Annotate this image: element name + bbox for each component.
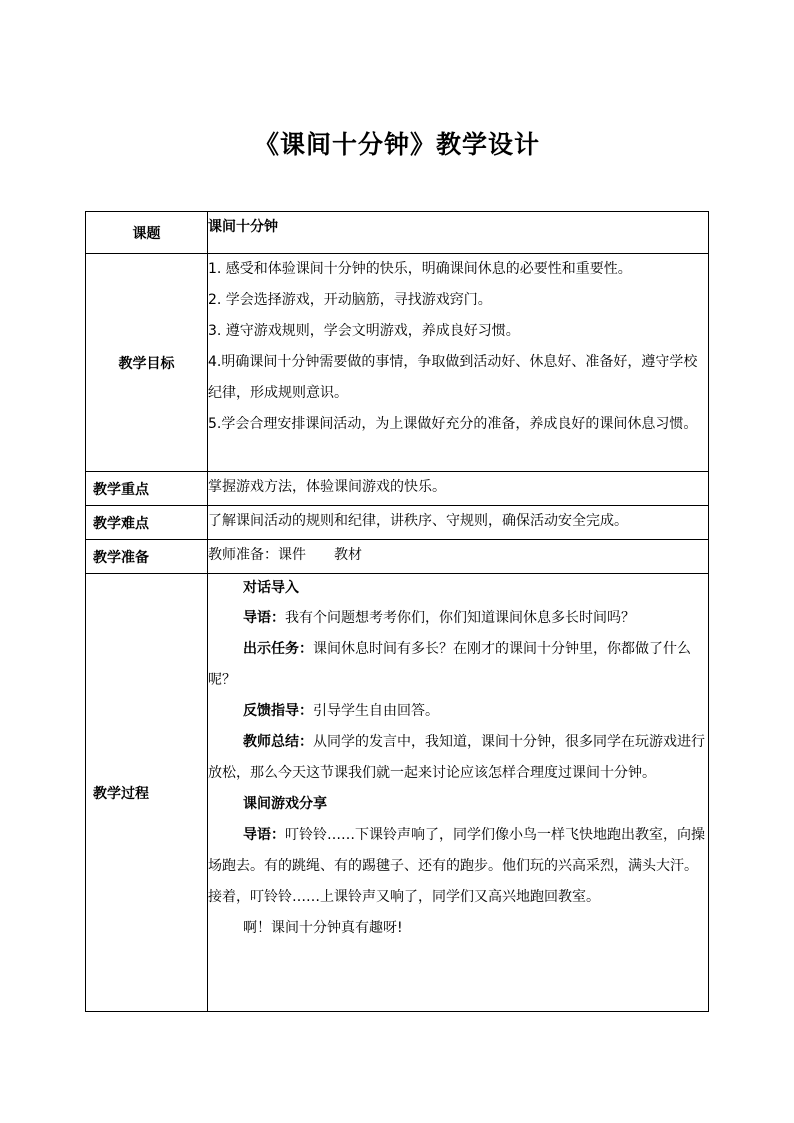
process-paragraph-6: 啊！课间十分钟真有趣呀! [243,920,403,936]
p5-label: 导语： [243,827,285,843]
p2-text: 课间休息时间有多长？在刚才的课间十分钟里，你都做了什么呢？ [208,641,691,688]
p2-label: 出示任务： [243,641,313,657]
objective-item-3: 3. 遵守游戏规则，学会文明游戏，养成良好习惯。 [208,323,520,339]
table-row-preparation [86,540,709,574]
process-paragraph-5 [208,820,708,913]
p3-label: 反馈指导： [243,703,313,719]
p1-text: 我有个问题想考考你们，你们知道课间休息多长时间吗？ [285,610,635,626]
lesson-plan-table [85,211,709,1012]
p1-label: 导语： [243,610,285,626]
p3-text: 引导学生自由回答。 [313,703,439,719]
section-title-dialogue: 对话导入 [243,580,299,596]
process-paragraph-2 [208,634,708,696]
key-points-value: 掌握游戏方法，体验课间游戏的快乐。 [208,479,446,495]
p4-text: 从同学的发言中，我知道，课间十分钟，很多同学在玩游戏进行放松，那么今天这节课我们就一起来讨论应该怎样合理度过课间十分钟。 [208,734,705,781]
objectives-label: 教学目标 [86,254,208,472]
key-points-label: 教学重点 [86,472,208,506]
process-paragraph-4 [208,727,708,789]
preparation-teacher: 教师准备：课件 [208,547,306,563]
objective-item-4: 4.明确课间十分钟需要做的事情，争取做到活动好、休息好、准备好，遵守学校纪律，形成规则意识。 [208,354,698,401]
table-row-objectives [86,254,709,472]
preparation-label: 教学准备 [86,540,208,574]
topic-label: 课题 [86,212,208,254]
objective-item-5: 5.学会合理安排课间活动，为上课做好充分的准备，养成良好的课间休息习惯。 [208,416,698,432]
table-row-difficulties [86,506,709,540]
topic-value: 课间十分钟 [208,219,278,235]
preparation-value [208,540,708,571]
process-label: 教学过程 [86,574,208,1012]
section-title-game-sharing: 课间游戏分享 [243,796,327,812]
p4-label: 教师总结： [243,734,313,750]
table-row-key-points [86,472,709,506]
process-paragraph-1 [208,603,708,634]
table-row-topic [86,212,709,254]
difficulties-value: 了解课间活动的规则和纪律，讲秩序、守规则，确保活动安全完成。 [208,513,628,529]
document-title: 《课间十分钟》教学设计 [253,130,540,159]
process-paragraph-3 [208,696,708,727]
table-row-process [86,574,709,1012]
objective-item-2: 2. 学会选择游戏，开动脑筋，寻找游戏窍门。 [208,292,492,308]
preparation-material: 教材 [334,547,362,563]
objective-item-1: 1. 感受和体验课间十分钟的快乐，明确课间休息的必要性和重要性。 [208,261,632,277]
difficulties-label: 教学难点 [86,506,208,540]
p5-text: 叮铃铃……下课铃声响了，同学们像小鸟一样飞快地跑出教室，向操场跑去。有的跳绳、有的踢毽子、还有的跑步。他们玩的兴高采烈，满头大汗。接着，叮铃铃……上课铃声又响了，同学们又高兴地跑回教室。 [208,827,705,905]
